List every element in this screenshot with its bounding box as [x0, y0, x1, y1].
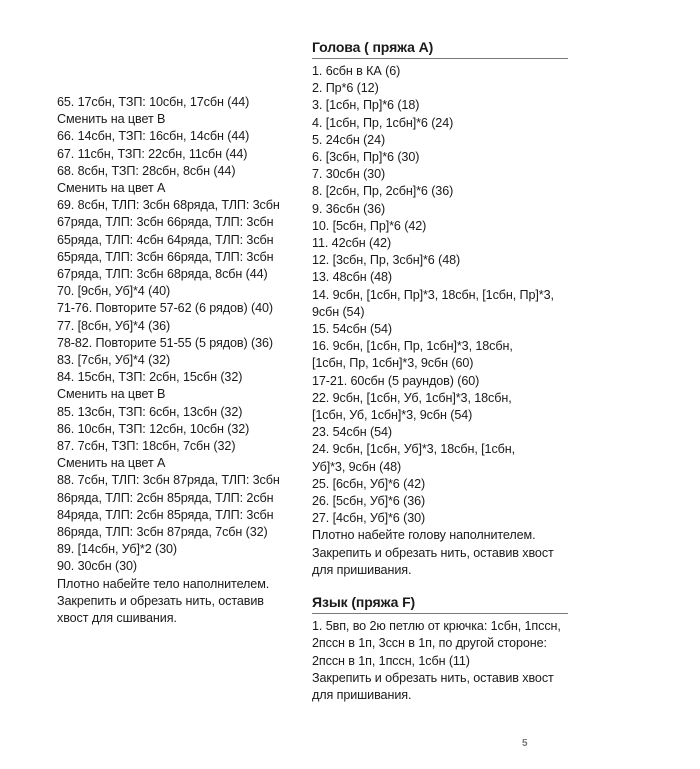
instruction-line: 15. 54сбн (54) — [312, 322, 392, 337]
instruction-line: 17-21. 60сбн (5 раундов) (60) — [312, 373, 480, 388]
instruction-line: 66. 14сбн, ТЗП: 16сбн, 14сбн (44) — [57, 129, 250, 144]
instruction-line: 2. Пр*6 (12) — [312, 81, 379, 96]
instruction-line: для пришивания. — [312, 562, 412, 577]
instruction-line: 4. [1сбн, Пр, 1сбн]*6 (24) — [312, 115, 454, 130]
instruction-line: 14. 9сбн, [1сбн, Пр]*3, 18сбн, [1сбн, Пр]*3, — [312, 287, 554, 302]
instruction-line: 90. 30сбн (30) — [57, 559, 137, 574]
instruction-line: 77. [8сбн, Уб]*4 (36) — [57, 318, 171, 333]
instruction-line: 3. [1сбн, Пр]*6 (18) — [312, 98, 420, 113]
section-heading-head: Голова ( пряжа А) — [312, 38, 568, 59]
instruction-line: 2пссн в 1п, 1пссн, 1сбн (11) — [312, 653, 470, 668]
instruction-line: 1. 6сбн в КА (6) — [312, 64, 401, 78]
instruction-line: 22. 9сбн, [1сбн, Уб, 1сбн]*3, 18сбн, — [312, 390, 512, 405]
instruction-line: Плотно набейте тело наполнителем. — [57, 576, 270, 591]
instruction-line: 5. 24сбн (24) — [312, 132, 386, 147]
head-instructions — [312, 63, 570, 579]
instruction-line: 86. 10сбн, ТЗП: 12сбн, 10сбн (32) — [57, 421, 250, 436]
instruction-line: 86ряда, ТЛП: 3сбн 87ряда, 7сбн (32) — [57, 525, 268, 540]
instruction-line: Закрепить и обрезать нить, оставив — [57, 593, 264, 608]
instruction-line: Сменить на цвет В — [57, 112, 166, 127]
instruction-line: 78-82. Повторите 51-55 (5 рядов) (36) — [57, 335, 273, 350]
instruction-line: 23. 54сбн (54) — [312, 425, 392, 440]
instruction-line: 83. [7сбн, Уб]*4 (32) — [57, 353, 171, 368]
instruction-line: 84ряда, ТЛП: 2сбн 85ряда, ТЛП: 3сбн — [57, 507, 274, 522]
instruction-line: Плотно набейте голову наполнителем. — [312, 528, 536, 543]
instruction-line: 11. 42сбн (42) — [312, 236, 392, 251]
instruction-line: [1сбн, Уб, 1сбн]*3, 9сбн (54) — [312, 408, 473, 423]
instruction-line: 65ряда, ТЛП: 3сбн 66ряда, ТЛП: 3сбн — [57, 249, 274, 264]
instruction-line: Сменить на цвет А — [57, 181, 166, 196]
section-heading-tongue: Язык (пряжа F) — [312, 593, 568, 614]
instruction-line: 2пссн в 1п, 3ссн в 1п, по другой стороне: — [312, 636, 547, 651]
instruction-line: 1. 5вп, во 2ю петлю от крючка: 1сбн, 1пссн, — [312, 619, 561, 634]
instruction-line: хвост для сшивания. — [57, 611, 177, 626]
instruction-line: 84. 15сбн, ТЗП: 2сбн, 15сбн (32) — [57, 370, 243, 385]
instruction-line: 6. [3сбн, Пр]*6 (30) — [312, 150, 420, 165]
instruction-line: Закрепить и обрезать нить, оставив хвост — [312, 545, 554, 560]
left-column — [57, 94, 302, 627]
instruction-line: 85. 13сбн, ТЗП: 6сбн, 13сбн (32) — [57, 404, 243, 419]
instruction-line: Сменить на цвет А — [57, 456, 166, 471]
instruction-line: 26. [5сбн, Уб]*6 (36) — [312, 494, 426, 509]
instruction-line: 67. 11сбн, ТЗП: 22сбн, 11сбн (44) — [57, 146, 248, 161]
tongue-instructions — [312, 618, 570, 704]
instruction-line: 8. [2сбн, Пр, 2сбн]*6 (36) — [312, 184, 454, 199]
instruction-line: Сменить на цвет В — [57, 387, 166, 402]
instruction-line: 69. 8сбн, ТЛП: 3сбн 68ряда, ТЛП: 3сбн — [57, 198, 280, 213]
instruction-line: 67ряда, ТЛП: 3сбн 66ряда, ТЛП: 3сбн — [57, 215, 274, 230]
instruction-line: 7. 30сбн (30) — [312, 167, 386, 182]
instruction-line: 10. [5сбн, Пр]*6 (42) — [312, 218, 427, 233]
instruction-line: 68. 8сбн, ТЗП: 28сбн, 8сбн (44) — [57, 163, 236, 178]
instruction-line: Закрепить и обрезать нить, оставив хвост — [312, 670, 554, 685]
instruction-line: для пришивания. — [312, 687, 412, 702]
instruction-line: Уб]*3, 9сбн (48) — [312, 459, 402, 474]
instruction-line: 12. [3сбн, Пр, 3сбн]*6 (48) — [312, 253, 461, 268]
instruction-line: 71-76. Повторите 57-62 (6 рядов) (40) — [57, 301, 273, 316]
instruction-line: 9. 36сбн (36) — [312, 201, 386, 216]
instruction-line: 86ряда, ТЛП: 2сбн 85ряда, ТЛП: 2сбн — [57, 490, 274, 505]
instruction-line: 13. 48сбн (48) — [312, 270, 392, 285]
instruction-line: 65. 17сбн, ТЗП: 10сбн, 17сбн (44) — [57, 95, 250, 109]
instruction-line: 70. [9сбн, Уб]*4 (40) — [57, 284, 171, 299]
right-column — [312, 38, 570, 704]
instruction-line: 25. [6сбн, Уб]*6 (42) — [312, 476, 426, 491]
instruction-line: 89. [14сбн, Уб]*2 (30) — [57, 542, 178, 557]
page-number: 5 — [522, 738, 528, 749]
instruction-line: 16. 9сбн, [1сбн, Пр, 1сбн]*3, 18сбн, — [312, 339, 513, 354]
instruction-line: 67ряда, ТЛП: 3сбн 68ряда, 8сбн (44) — [57, 267, 268, 282]
instruction-line: 65ряда, ТЛП: 4сбн 64ряда, ТЛП: 3сбн — [57, 232, 274, 247]
instruction-line: 9сбн (54) — [312, 304, 365, 319]
instruction-line: 88. 7сбн, ТЛП: 3сбн 87ряда, ТЛП: 3сбн — [57, 473, 280, 488]
instruction-line: 87. 7сбн, ТЗП: 18сбн, 7сбн (32) — [57, 439, 236, 454]
instruction-line: 24. 9сбн, [1сбн, Уб]*3, 18сбн, [1сбн, — [312, 442, 516, 457]
instruction-line: [1сбн, Пр, 1сбн]*3, 9сбн (60) — [312, 356, 474, 371]
tongue-section — [312, 593, 570, 704]
instruction-line: 27. [4сбн, Уб]*6 (30) — [312, 511, 426, 526]
head-section — [312, 38, 570, 579]
